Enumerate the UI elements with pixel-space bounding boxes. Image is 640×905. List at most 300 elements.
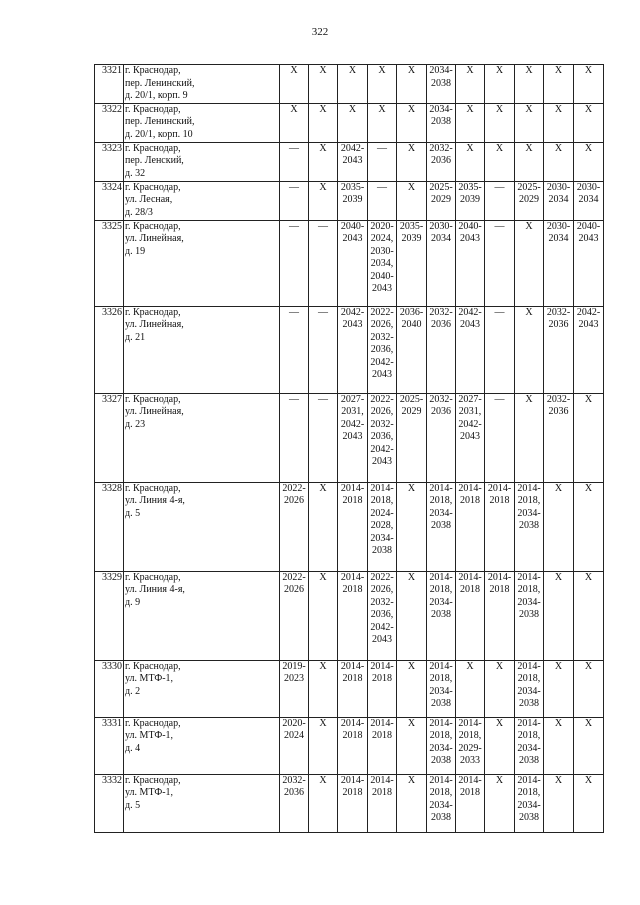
period-value: 2028, bbox=[370, 520, 394, 531]
period-value: X bbox=[525, 65, 533, 76]
period-cell bbox=[427, 717, 456, 774]
period-cell bbox=[397, 393, 427, 482]
address-line: д. 20/1, корп. 9 bbox=[125, 90, 188, 101]
address-line: д. 5 bbox=[125, 799, 141, 811]
period-cell bbox=[309, 142, 338, 181]
period-value: X bbox=[495, 142, 504, 154]
period-value: X bbox=[378, 65, 386, 76]
period-value: 2036 bbox=[431, 155, 451, 166]
period-value: 2014- bbox=[340, 660, 365, 672]
period-value: 2022- bbox=[370, 306, 394, 318]
period-value: 2014- bbox=[429, 571, 453, 583]
address-line: ул. Линейная, bbox=[125, 406, 184, 417]
period-value: 2018 bbox=[342, 673, 363, 684]
period-value: 2018, bbox=[517, 730, 541, 741]
period-value: 2018 bbox=[460, 495, 480, 506]
table-row bbox=[95, 393, 604, 482]
period-cell bbox=[368, 142, 397, 181]
period-cell bbox=[544, 393, 574, 482]
period-value: 2038 bbox=[431, 698, 451, 709]
period-cell bbox=[515, 571, 544, 660]
period-value: 2040- bbox=[370, 270, 394, 282]
period-value: X bbox=[319, 65, 327, 76]
period-value: X bbox=[319, 181, 327, 193]
period-cell bbox=[485, 181, 515, 220]
period-value: 2038 bbox=[431, 116, 451, 127]
address-line: г. Краснодар, bbox=[125, 103, 181, 115]
period-cell bbox=[338, 660, 368, 717]
period-value: 2023 bbox=[284, 673, 304, 684]
address-cell bbox=[124, 181, 280, 220]
period-value: X bbox=[554, 482, 563, 494]
period-value: 2014- bbox=[429, 774, 453, 786]
period-value: X bbox=[319, 717, 327, 729]
period-value: 2018, bbox=[517, 673, 541, 684]
period-value: — bbox=[494, 181, 505, 193]
period-value: X bbox=[495, 660, 504, 672]
period-cell bbox=[456, 482, 485, 571]
period-value: 2014- bbox=[458, 571, 482, 583]
period-cell bbox=[515, 65, 544, 104]
period-cell bbox=[485, 103, 515, 142]
period-value: 2018 bbox=[460, 787, 480, 798]
period-value: 2027- bbox=[458, 393, 482, 405]
period-value: X bbox=[584, 103, 593, 115]
period-cell bbox=[485, 717, 515, 774]
period-cell bbox=[544, 717, 574, 774]
period-value: X bbox=[554, 65, 563, 76]
period-value: 2034 bbox=[548, 233, 569, 244]
period-value: 2034- bbox=[429, 742, 453, 754]
address-line: г. Краснодар, bbox=[125, 660, 181, 672]
period-value: 2018, bbox=[429, 584, 453, 595]
period-value: 2038 bbox=[431, 812, 451, 823]
row-number: 3321 bbox=[95, 65, 124, 104]
period-value: X bbox=[584, 482, 593, 494]
period-value: 2014- bbox=[340, 717, 365, 729]
period-value: X bbox=[554, 571, 563, 583]
period-value: — bbox=[494, 393, 505, 405]
address-line: пер. Ленский, bbox=[125, 155, 184, 166]
period-value: 2035- bbox=[458, 181, 482, 193]
period-cell bbox=[338, 181, 368, 220]
period-value: 2014- bbox=[517, 660, 541, 672]
period-cell bbox=[368, 774, 397, 832]
period-cell bbox=[544, 103, 574, 142]
period-value: X bbox=[407, 717, 416, 729]
period-value: 2036, bbox=[370, 609, 394, 620]
period-cell bbox=[368, 65, 397, 104]
period-value: 2018, bbox=[517, 584, 541, 595]
period-cell bbox=[368, 660, 397, 717]
period-cell bbox=[427, 220, 456, 306]
period-value: 2018, bbox=[429, 787, 453, 798]
period-value: 2026 bbox=[284, 495, 304, 506]
period-cell bbox=[397, 103, 427, 142]
period-value: 2020- bbox=[370, 220, 394, 232]
address-line: ул. Линейная, bbox=[125, 319, 184, 330]
period-value: 2014- bbox=[517, 571, 541, 583]
row-number: 3328 bbox=[95, 482, 124, 571]
address-line: д. 20/1, корп. 10 bbox=[125, 128, 193, 140]
period-value: — bbox=[289, 181, 299, 193]
period-value: 2027- bbox=[340, 393, 365, 405]
address-line: г. Краснодар, bbox=[125, 181, 181, 193]
period-value: 2031, bbox=[341, 406, 364, 417]
period-value: 2043 bbox=[342, 431, 363, 442]
period-value: X bbox=[319, 774, 327, 786]
period-cell bbox=[485, 660, 515, 717]
period-value: 2043 bbox=[342, 155, 363, 166]
period-value: 2024- bbox=[370, 507, 394, 519]
period-value: 2043 bbox=[578, 233, 599, 244]
period-value: X bbox=[319, 660, 327, 672]
period-value: 2039 bbox=[460, 194, 480, 205]
period-value: X bbox=[554, 103, 563, 115]
period-cell bbox=[309, 103, 338, 142]
period-value: 2034 bbox=[431, 233, 451, 244]
address-line: г. Краснодар, bbox=[125, 393, 181, 405]
period-value: 2025- bbox=[517, 181, 541, 193]
address-line: д. 5 bbox=[125, 507, 141, 519]
period-value: 2042- bbox=[576, 306, 601, 318]
period-value: X bbox=[495, 65, 504, 76]
period-value: 2035- bbox=[340, 181, 365, 193]
period-cell bbox=[515, 717, 544, 774]
period-cell bbox=[485, 393, 515, 482]
period-cell bbox=[309, 482, 338, 571]
table-row bbox=[95, 306, 604, 393]
period-value: 2043 bbox=[372, 634, 392, 645]
period-value: 2025- bbox=[399, 393, 424, 405]
period-cell bbox=[427, 142, 456, 181]
period-cell bbox=[515, 103, 544, 142]
period-value: X bbox=[407, 142, 416, 154]
period-cell bbox=[368, 393, 397, 482]
period-value: 2014- bbox=[458, 774, 482, 786]
address-line: д. 28/3 bbox=[125, 206, 153, 218]
period-cell bbox=[456, 65, 485, 104]
period-cell bbox=[574, 717, 604, 774]
period-cell bbox=[427, 103, 456, 142]
period-value: 2043 bbox=[372, 369, 392, 380]
period-value: X bbox=[525, 393, 533, 405]
period-value: 2039 bbox=[342, 194, 363, 205]
period-value: X bbox=[319, 571, 327, 583]
period-cell bbox=[338, 571, 368, 660]
period-cell bbox=[397, 774, 427, 832]
period-cell bbox=[397, 306, 427, 393]
period-value: 2014- bbox=[487, 571, 512, 583]
period-cell bbox=[574, 142, 604, 181]
period-value: 2033 bbox=[460, 755, 480, 766]
period-value: 2035- bbox=[399, 220, 424, 232]
period-value: X bbox=[554, 660, 563, 672]
row-number: 3323 bbox=[95, 142, 124, 181]
row-number: 3324 bbox=[95, 181, 124, 220]
period-cell bbox=[574, 571, 604, 660]
address-cell bbox=[124, 660, 280, 717]
period-cell bbox=[456, 774, 485, 832]
period-value: 2014- bbox=[340, 571, 365, 583]
period-cell bbox=[515, 660, 544, 717]
address-cell bbox=[124, 142, 280, 181]
period-cell bbox=[280, 774, 309, 832]
period-value: 2030- bbox=[546, 181, 571, 193]
period-value: 2018 bbox=[372, 787, 392, 798]
period-value: 2018 bbox=[342, 495, 363, 506]
period-value: 2036 bbox=[548, 406, 569, 417]
period-value: — bbox=[289, 142, 299, 154]
address-line: ул. Линейная, bbox=[125, 233, 184, 244]
period-value: 2014- bbox=[370, 774, 394, 786]
period-value: — bbox=[289, 220, 299, 232]
table-row bbox=[95, 65, 604, 104]
address-line: д. 32 bbox=[125, 167, 146, 179]
period-value: 2036, bbox=[370, 431, 394, 442]
period-value: 2043 bbox=[342, 233, 363, 244]
period-cell bbox=[427, 660, 456, 717]
address-line: пер. Ленинский, bbox=[125, 116, 195, 127]
period-value: 2018, bbox=[517, 495, 541, 506]
period-cell bbox=[397, 142, 427, 181]
address-line: г. Краснодар, bbox=[125, 482, 181, 494]
period-value: 2022- bbox=[282, 482, 306, 494]
period-value: 2018 bbox=[372, 673, 392, 684]
period-value: X bbox=[319, 142, 327, 154]
period-value: 2018, bbox=[458, 730, 482, 741]
period-cell bbox=[368, 103, 397, 142]
period-value: 2031, bbox=[458, 406, 482, 417]
period-value: 2038 bbox=[519, 609, 539, 620]
address-cell bbox=[124, 482, 280, 571]
period-value: 2038 bbox=[519, 520, 539, 531]
period-value: 2038 bbox=[431, 77, 451, 89]
period-value: X bbox=[319, 482, 327, 494]
address-line: ул. Линия 4-я, bbox=[125, 584, 185, 595]
period-value: X bbox=[554, 142, 563, 154]
address-cell bbox=[124, 220, 280, 306]
period-value: 2014- bbox=[429, 660, 453, 672]
row-number: 3331 bbox=[95, 717, 124, 774]
period-cell bbox=[456, 103, 485, 142]
period-value: 2043 bbox=[460, 431, 480, 442]
period-value: 2036, bbox=[370, 344, 394, 355]
period-cell bbox=[574, 306, 604, 393]
period-value: 2018 bbox=[489, 584, 510, 595]
period-value: X bbox=[466, 142, 474, 154]
period-value: X bbox=[554, 774, 563, 786]
period-value: 2018, bbox=[370, 495, 394, 506]
period-cell bbox=[368, 571, 397, 660]
period-value: 2034- bbox=[429, 799, 453, 811]
period-value: X bbox=[584, 142, 593, 154]
period-value: 2018 bbox=[342, 787, 363, 798]
period-value: — bbox=[318, 306, 328, 318]
period-value: X bbox=[584, 65, 593, 76]
row-number: 3329 bbox=[95, 571, 124, 660]
period-cell bbox=[280, 717, 309, 774]
period-value: X bbox=[407, 774, 416, 786]
period-cell bbox=[427, 393, 456, 482]
period-value: 2030- bbox=[370, 245, 394, 257]
address-cell bbox=[124, 717, 280, 774]
period-value: 2032- bbox=[546, 393, 571, 405]
period-cell bbox=[309, 393, 338, 482]
period-value: X bbox=[407, 103, 416, 115]
address-line: д. 2 bbox=[125, 685, 141, 697]
period-cell bbox=[338, 774, 368, 832]
period-cell bbox=[485, 774, 515, 832]
period-value: 2038 bbox=[519, 698, 539, 709]
period-value: 2022- bbox=[282, 571, 306, 583]
period-value: 2034- bbox=[370, 532, 394, 544]
period-cell bbox=[427, 306, 456, 393]
period-cell bbox=[397, 482, 427, 571]
period-cell bbox=[280, 65, 309, 104]
period-cell bbox=[574, 774, 604, 832]
table-row bbox=[95, 571, 604, 660]
period-value: 2020- bbox=[282, 717, 306, 729]
period-cell bbox=[515, 220, 544, 306]
period-value: X bbox=[525, 103, 533, 115]
period-cell bbox=[574, 65, 604, 104]
period-cell bbox=[368, 306, 397, 393]
period-cell bbox=[485, 220, 515, 306]
period-value: X bbox=[584, 717, 593, 729]
period-value: 2018 bbox=[342, 730, 363, 741]
period-value: 2034- bbox=[517, 596, 541, 608]
address-line: д. 9 bbox=[125, 596, 141, 608]
period-value: 2040 bbox=[401, 319, 422, 330]
table-row bbox=[95, 660, 604, 717]
period-cell bbox=[309, 220, 338, 306]
period-cell bbox=[544, 482, 574, 571]
period-value: — bbox=[377, 142, 387, 154]
period-value: 2018, bbox=[429, 730, 453, 741]
period-value: 2026, bbox=[370, 406, 394, 417]
period-value: 2042- bbox=[340, 306, 365, 318]
period-value: X bbox=[584, 774, 593, 786]
period-value: 2042- bbox=[340, 142, 365, 154]
table-row bbox=[95, 482, 604, 571]
period-value: 2036 bbox=[431, 319, 451, 330]
period-value: 2018, bbox=[517, 787, 541, 798]
period-value: 2032- bbox=[429, 306, 453, 318]
period-value: 2032- bbox=[370, 331, 394, 343]
period-value: 2043 bbox=[578, 319, 599, 330]
period-cell bbox=[456, 717, 485, 774]
period-value: X bbox=[495, 717, 504, 729]
period-value: 2034 bbox=[578, 194, 599, 205]
period-value: 2043 bbox=[372, 283, 392, 294]
period-value: X bbox=[407, 660, 416, 672]
period-value: X bbox=[554, 717, 563, 729]
period-cell bbox=[456, 660, 485, 717]
period-cell bbox=[338, 393, 368, 482]
period-value: X bbox=[290, 65, 298, 76]
period-cell bbox=[338, 65, 368, 104]
period-cell bbox=[544, 220, 574, 306]
period-value: X bbox=[319, 103, 327, 115]
period-cell bbox=[544, 660, 574, 717]
period-value: 2038 bbox=[519, 755, 539, 766]
period-value: 2018 bbox=[460, 584, 480, 595]
period-value: 2018 bbox=[342, 584, 363, 595]
table-row bbox=[95, 181, 604, 220]
period-value: 2018, bbox=[429, 673, 453, 684]
period-cell bbox=[280, 660, 309, 717]
period-value: 2014- bbox=[340, 774, 365, 786]
table-row bbox=[95, 717, 604, 774]
period-value: 2032- bbox=[370, 418, 394, 430]
period-value: 2029 bbox=[431, 194, 451, 205]
address-cell bbox=[124, 65, 280, 104]
period-value: 2014- bbox=[458, 482, 482, 494]
period-value: 2014- bbox=[517, 482, 541, 494]
period-cell bbox=[338, 717, 368, 774]
address-line: г. Краснодар, bbox=[125, 220, 181, 232]
period-cell bbox=[397, 220, 427, 306]
period-value: 2042- bbox=[370, 621, 394, 633]
period-value: — bbox=[318, 220, 328, 232]
period-value: X bbox=[525, 220, 533, 232]
period-value: X bbox=[407, 571, 416, 583]
period-value: 2039 bbox=[401, 233, 422, 244]
period-cell bbox=[427, 774, 456, 832]
period-cell bbox=[309, 306, 338, 393]
period-value: 2030- bbox=[429, 220, 453, 232]
period-value: 2032- bbox=[429, 393, 453, 405]
period-value: 2032- bbox=[282, 774, 306, 786]
period-cell bbox=[338, 103, 368, 142]
period-cell bbox=[456, 142, 485, 181]
period-value: 2038 bbox=[372, 545, 392, 556]
period-cell bbox=[544, 142, 574, 181]
address-cell bbox=[124, 393, 280, 482]
period-cell bbox=[397, 571, 427, 660]
period-cell bbox=[427, 65, 456, 104]
period-cell bbox=[309, 660, 338, 717]
period-value: 2025- bbox=[429, 181, 453, 193]
table-row bbox=[95, 774, 604, 832]
period-value: 2029- bbox=[458, 742, 482, 754]
period-cell bbox=[280, 142, 309, 181]
period-cell bbox=[309, 717, 338, 774]
address-line: г. Краснодар, bbox=[125, 142, 181, 154]
period-value: 2038 bbox=[431, 520, 451, 531]
address-line: ул. МТФ-1, bbox=[125, 673, 174, 684]
period-value: 2038 bbox=[519, 812, 539, 823]
period-value: 2018 bbox=[372, 730, 392, 741]
address-line: д. 4 bbox=[125, 742, 141, 754]
address-line: ул. Линия 4-я, bbox=[125, 495, 185, 506]
period-value: 2036 bbox=[284, 787, 304, 798]
period-value: 2040- bbox=[576, 220, 601, 232]
period-cell bbox=[574, 393, 604, 482]
period-value: 2032- bbox=[546, 306, 571, 318]
period-cell bbox=[544, 571, 574, 660]
period-cell bbox=[544, 774, 574, 832]
period-value: 2014- bbox=[517, 717, 541, 729]
period-value: — bbox=[494, 220, 505, 232]
period-cell bbox=[397, 717, 427, 774]
period-value: 2034 bbox=[548, 194, 569, 205]
period-value: 2029 bbox=[401, 406, 422, 417]
table-row bbox=[95, 142, 604, 181]
period-value: X bbox=[378, 103, 386, 115]
period-value: 2036 bbox=[548, 319, 569, 330]
